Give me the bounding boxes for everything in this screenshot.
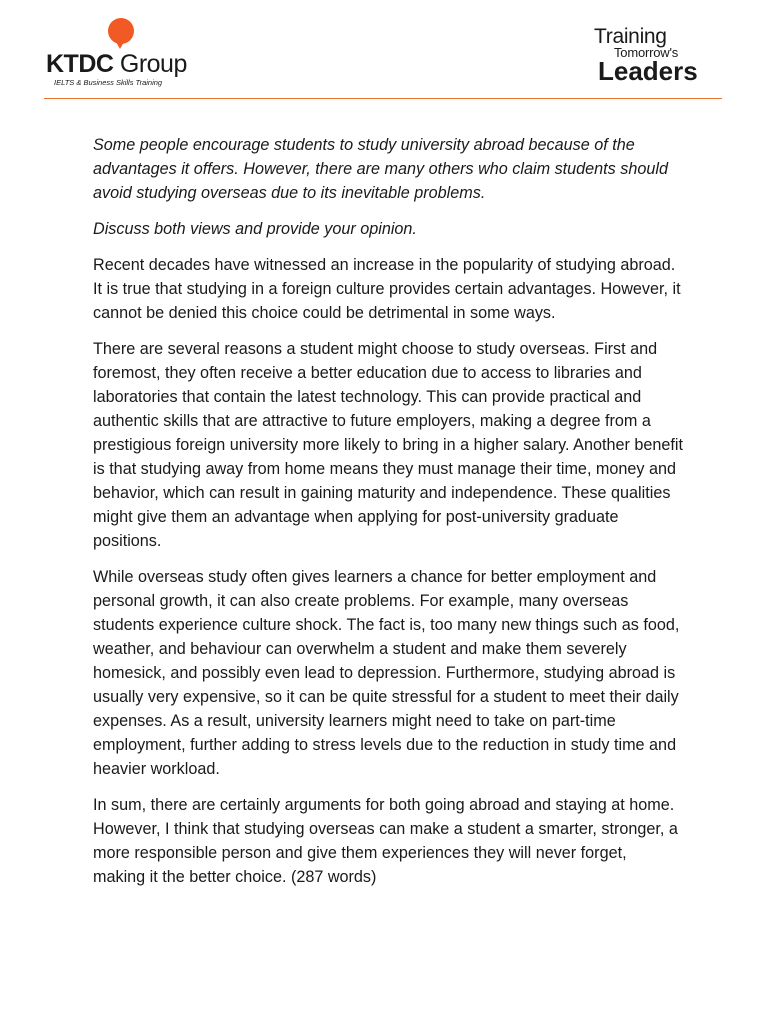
logo-line-leaders: Leaders bbox=[598, 56, 698, 86]
logo-brand-bold: KTDC bbox=[46, 50, 114, 78]
essay-paragraph-advantages: There are several reasons a student might choose to study overseas. First and foremost, they often receive a better education due to access to libraries and laboratories that contain the latest technology. This can provide practical and authentic skills that are attractive to future employers, making a degree from a prestigious foreign university more likely to bring in a higher salary. Another benefit is that studying away from home means they must manage their time, money and behavior, which can result in gaining maturity and independence. These qualities might give them an advantage when applying for post-university graduate positions. bbox=[93, 340, 683, 550]
logo-line-tomorrows: Tomorrow's bbox=[614, 45, 679, 60]
logo-wordmark bbox=[46, 50, 187, 78]
essay-prompt: Some people encourage students to study university abroad because of the advantages it offers. However, there are many others who claim students should avoid studying overseas due to its inevitable problems. bbox=[93, 136, 668, 202]
logo-line-training: Training bbox=[594, 25, 667, 48]
header-divider bbox=[44, 98, 722, 99]
ktdc-group-logo bbox=[44, 16, 204, 86]
essay-paragraph-problems: While overseas study often gives learners a chance for better employment and personal growth, it can also create problems. For example, many overseas students experience culture shock. The fact is, too many new things such as food, weather, and behaviour can overwhelm a student and make them severely homesick, and possibly even lead to depression. Furthermore, studying abroad is usually very expensive, so it can be quite stressful for a student to meet their daily expenses. As a result, university learners might need to take on part-time employment, further adding to stress levels due to the reduction in study time and heavier workload. bbox=[93, 568, 680, 778]
essay-instruction: Discuss both views and provide your opinion. bbox=[93, 220, 417, 238]
essay-paragraph-conclusion: In sum, there are certainly arguments for both going abroad and staying at home. However, I think that studying overseas can make a student a smarter, stronger, a more responsible person and give them experiences they will never forget, making it the better choice. (287 words) bbox=[93, 796, 678, 886]
essay-body bbox=[93, 133, 683, 901]
training-leaders-logo bbox=[592, 26, 732, 88]
logo-brand-rest: Group bbox=[113, 50, 187, 78]
speech-bubble-icon bbox=[108, 18, 134, 44]
essay-paragraph-intro: Recent decades have witnessed an increase in the popularity of studying abroad. It is true that studying in a foreign culture provides certain advantages. However, it cannot be denied this choice could be detrimental in some ways. bbox=[93, 256, 681, 322]
logo-tagline: IELTS & Business Skills Training bbox=[54, 78, 163, 87]
